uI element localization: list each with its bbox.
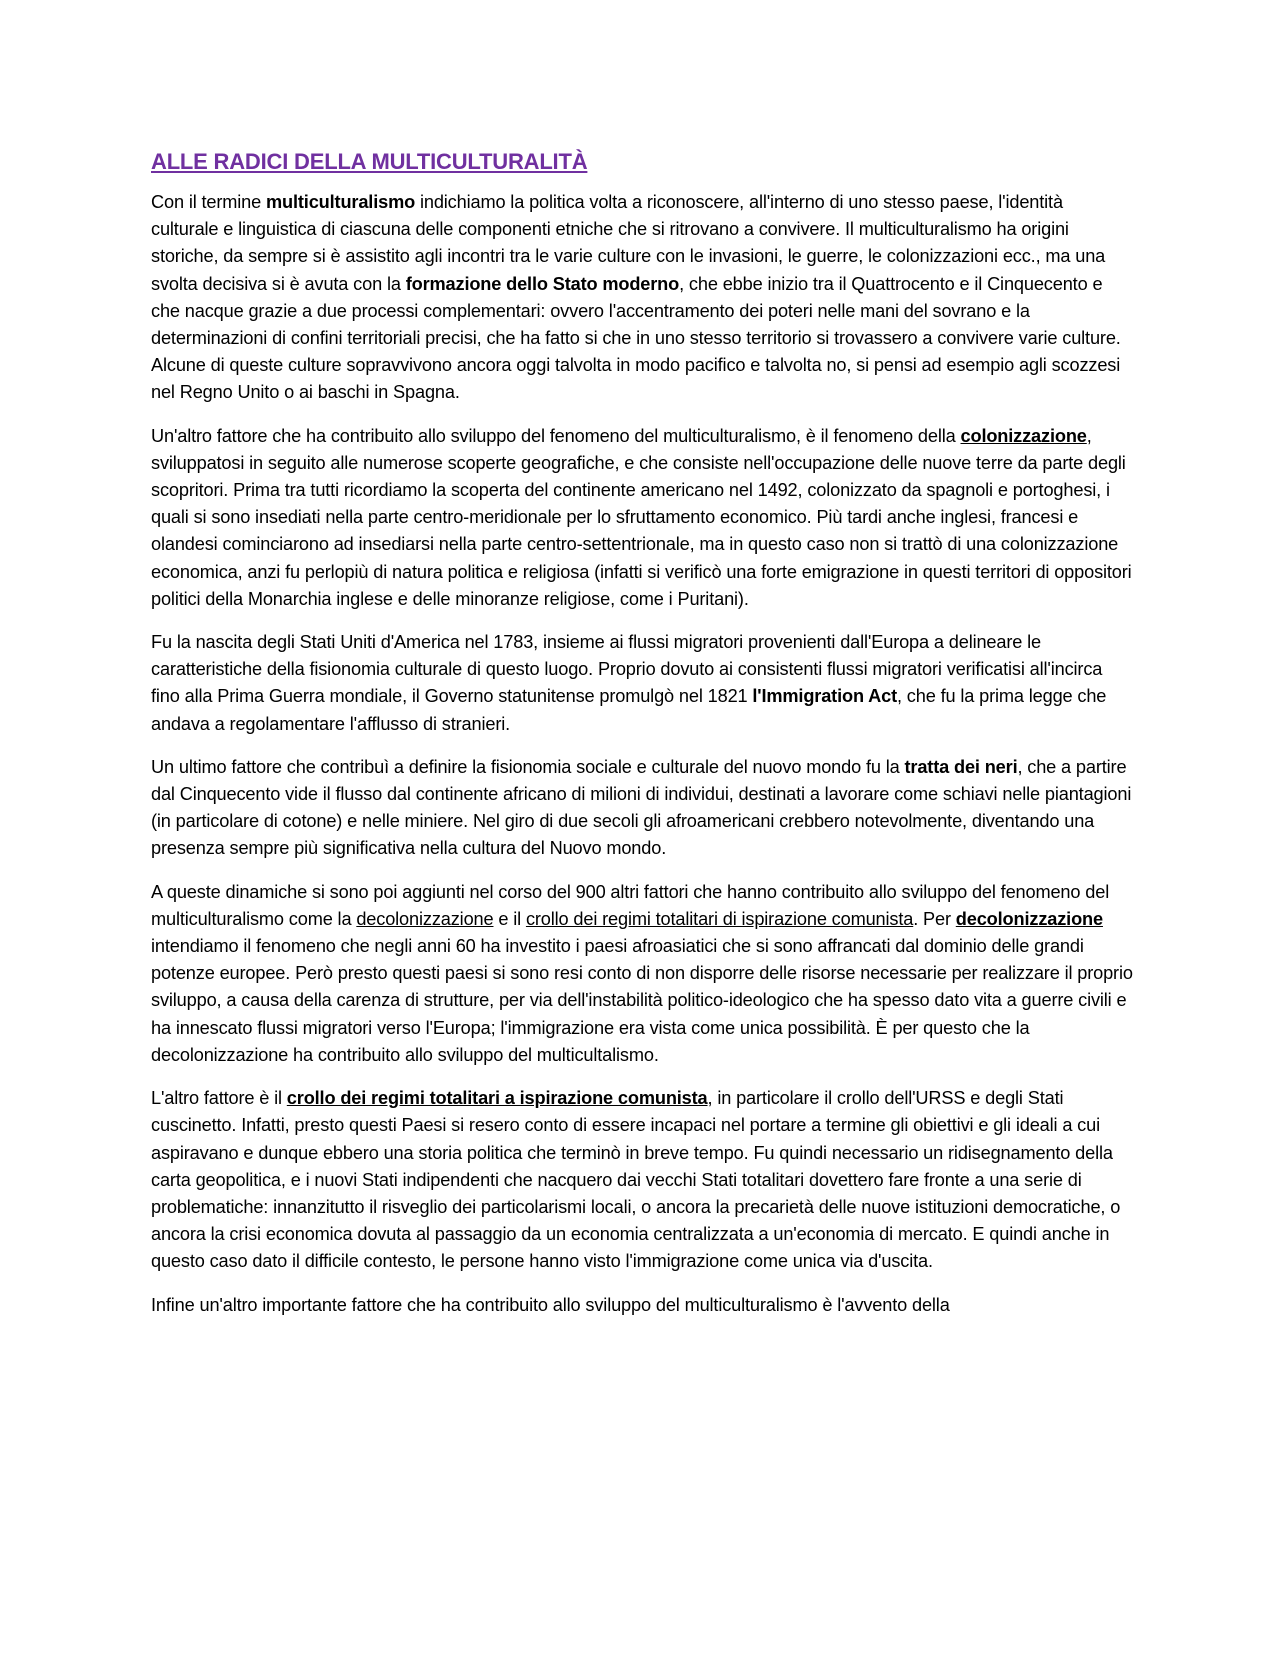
body-paragraph xyxy=(151,754,1135,863)
text-segment: Con il termine xyxy=(151,192,267,212)
body-paragraph xyxy=(151,1085,1135,1275)
bold-underlined-term: colonizzazione xyxy=(960,425,1087,446)
body-paragraph xyxy=(151,629,1135,738)
document-body xyxy=(151,146,1135,1335)
text-segment: e il xyxy=(493,908,526,929)
page-title: ALLE RADICI DELLA MULTICULTURALITÀ xyxy=(151,149,588,174)
body-paragraph xyxy=(151,879,1135,1069)
text-segment: indichiamo la politica volta a riconoscere, all'interno di uno stesso paese, l'identità culturale e linguistica di ciascuna delle componenti etniche che si ritrovano a convivere. Il multiculturalismo ha origini storiche, da sempre si è assistito agli incontri tra le varie culture con le invasioni, le guerre, le colonizzazioni ecc., ma una svolta decisiva si è avuta con la xyxy=(151,192,1106,294)
underlined-term: decolonizzazione xyxy=(356,908,494,929)
text-segment: , che a partire dal Cinquecento vide il flusso dal continente africano di milioni di individui, destinati a lavorare come schiavi nelle piantagioni (in particolare di cotone) e nelle miniere. Nel giro di due secoli gli afroamericani crebbero notevolmente, diventando una presenza sempre più significativa nella cultura del Nuovo mondo. xyxy=(151,756,1132,859)
text-segment: intendiamo il fenomeno che negli anni 60 ha investito i paesi afroasiatici che si sono affrancati dal dominio delle grandi potenze europee. Però presto questi paesi si sono resi conto di non disporre delle risorse necessarie per realizzare il proprio sviluppo, a causa della carenza di strutture, per via dell'instabilità politico-ideologico che ha spesso dato vita a guerre civili e ha innescato flussi migratori verso l'Europa; l'immigrazione era vista come unica possibilità. È per questo che la decolonizzazione ha contribuito allo sviluppo del multicultalismo. xyxy=(151,936,1133,1065)
text-segment: Un'altro fattore che ha contribuito allo sviluppo del fenomeno del multiculturalismo, è il fenomeno della xyxy=(151,425,961,446)
text-segment: Infine un'altro importante fattore che ha contribuito allo sviluppo del multiculturalismo è l'avvento della xyxy=(151,1294,950,1315)
text-segment: Fu la nascita degli Stati Uniti d'America nel 1783, insieme ai flussi migratori provenienti dall'Europa a delineare le caratteristiche della fisionomia culturale di questo luogo. Proprio dovuto ai consistenti flussi migratori verificatisi all'incirca fino alla Prima Guerra mondiale, il Governo statunitense promulgò nel 1821 xyxy=(151,632,1103,707)
text-segment: A queste dinamiche si sono poi aggiunti nel corso del 900 altri fattori che hanno contribuito allo sviluppo del fenomeno del multiculturalismo come la xyxy=(151,881,1110,929)
body-paragraph xyxy=(151,189,1135,407)
bold-underlined-term: decolonizzazione xyxy=(955,908,1103,929)
text-segment: , in particolare il crollo dell'URSS e degli Stati cuscinetto. Infatti, presto questi Paesi si resero conto di essere incapaci nel portare a termine gli obiettivi e gli ideali a cui aspiravano e dunque ebbero una storia politica che terminò in breve tempo. Fu quindi necessario un ridisegnamento della carta geopolitica, e i nuovi Stati indipendenti che nacquero dai vecchi Stati totalitari dovettero fare fronte a una serie di problematiche: innanzitutto il risveglio dei particolarismi locali, o ancora la precarietà delle nuove istituzioni democratiche, o ancora la crisi economica dovuta al passaggio da un economia centralizzata a un'economia di mercato. E quindi anche in questo caso dato il difficile contesto, le persone hanno visto l'immigrazione come unica via d'uscita. xyxy=(151,1088,1121,1272)
body-paragraph xyxy=(151,1292,1135,1319)
bold-term: formazione dello Stato moderno xyxy=(405,273,680,294)
paragraph-list xyxy=(151,189,1135,1319)
bold-term: multiculturalismo xyxy=(266,192,416,212)
bold-underlined-term: crollo dei regimi totalitari a ispirazione comunista xyxy=(286,1088,708,1109)
text-segment: , che ebbe inizio tra il Quattrocento e il Cinquecento e che nacque grazie a due processi complementari: ovvero l'accentramento dei poteri nelle mani del sovrano e la determinazioni di confini territoriali precisi, che ha fatto si che in uno stesso territorio si trovassero a convivere varie culture. Alcune di queste culture sopravvivono ancora oggi talvolta in modo pacifico e talvolta no, si pensi ad esempio agli scozzesi nel Regno Unito o ai baschi in Spagna. xyxy=(151,273,1121,403)
text-segment: , che fu la prima legge che andava a regolamentare l'afflusso di stranieri. xyxy=(151,686,1107,734)
text-segment: , sviluppatosi in seguito alle numerose scoperte geografiche, e che consiste nell'occupazione delle nuove terre da parte degli scopritori. Prima tra tutti ricordiamo la scoperta del continente americano nel 1492, colonizzato da spagnoli e portoghesi, i quali si sono insediati nella parte centro-meridionale per lo sfruttamento economico. Più tardi anche inglesi, francesi e olandesi cominciarono ad insediarsi nella parte centro-settentrionale, ma in questo caso non si trattò di una colonizzazione economica, anzi fu perlopiù di natura politica e religiosa (infatti si verificò una forte emigrazione in questi territori di oppositori politici della Monarchia inglese e delle minoranze religiose, come i Puritani). xyxy=(151,425,1132,609)
underlined-term: crollo dei regimi totalitari di ispirazione comunista xyxy=(525,908,914,929)
bold-term: tratta dei neri xyxy=(904,756,1018,777)
body-paragraph xyxy=(151,423,1135,613)
bold-term: l'Immigration Act xyxy=(752,686,897,707)
text-segment: Un ultimo fattore che contribuì a definire la fisionomia sociale e culturale del nuovo mondo fu la xyxy=(151,756,905,777)
text-segment: L'altro fattore è il xyxy=(151,1088,287,1109)
text-segment: . Per xyxy=(913,908,956,929)
